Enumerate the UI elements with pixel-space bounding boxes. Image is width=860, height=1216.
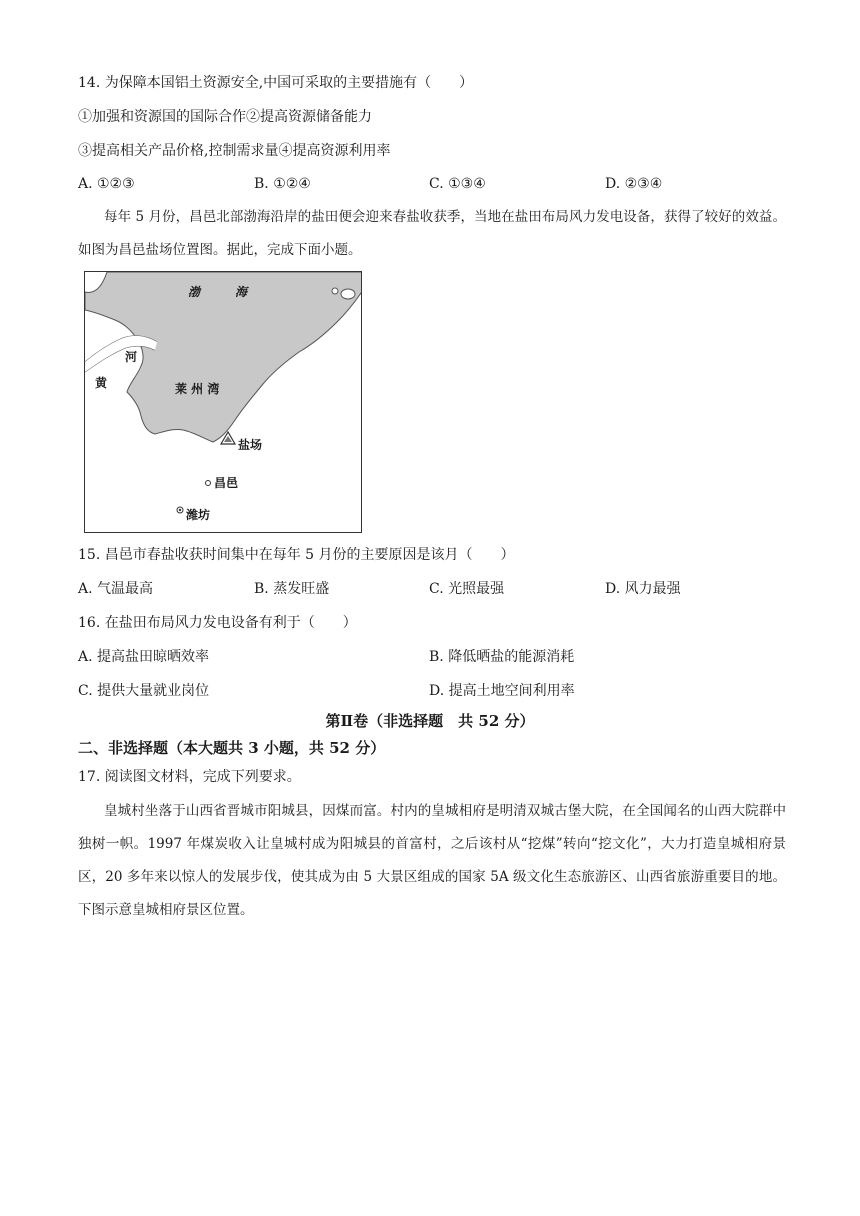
q16-stem: 16. 在盐田布局风力发电设备有利于（ ） xyxy=(78,615,357,631)
q14-statement-1-2: ①加强和资源国的国际合作②提高资源储备能力 xyxy=(78,109,372,125)
map-label-huang: 黄 xyxy=(95,376,108,390)
q15-option-d: D. 风力最强 xyxy=(605,581,681,597)
q17-material-text: 皇城村坐落于山西省晋城市阳城县，因煤而富。村内的皇城相府是明清双城古堡大院，在全国闻名的山西大院群中独树一帜。1997 年煤炭收入让皇城村成为阳城县的首富村，之后该村从“挖煤”转向“挖文化”，大力打造皇城相府景区，20 多年来以惊人的发展步伐，使其成为由 5 大景区组成的国家 5A 级文化生态旅游区、山西省旅游重要目的地。下图示意皇城相府景区位置。 xyxy=(78,803,786,918)
island-large xyxy=(341,289,355,299)
map-label-salt-field: 盐场 xyxy=(238,438,263,452)
island-small xyxy=(332,288,338,294)
q14-option-d: D. ②③④ xyxy=(605,176,663,192)
part-2-title: 二、非选择题（本大题共 3 小题，共 52 分） xyxy=(78,739,386,757)
q15-option-b: B. 蒸发旺盛 xyxy=(254,581,330,597)
map-label-changyi: 昌邑 xyxy=(214,476,239,490)
q14-option-b: B. ①②④ xyxy=(254,176,311,192)
volume-2-title: 第Ⅱ卷（非选择题 共 52 分） xyxy=(325,712,535,730)
map-label-he: 河 xyxy=(125,350,138,364)
q14-option-a: A. ①②③ xyxy=(78,176,135,192)
q17-stem: 17. 阅读图文材料，完成下列要求。 xyxy=(78,769,301,785)
map-label-hai: 海 xyxy=(235,285,248,299)
q15-option-a: A. 气温最高 xyxy=(78,581,154,597)
q15-stem: 15. 昌邑市春盐收获时间集中在每年 5 月份的主要原因是该月（ ） xyxy=(78,547,515,563)
map-label-laizhou-bay: 莱 州 湾 xyxy=(175,382,220,396)
q16-option-c: C. 提供大量就业岗位 xyxy=(78,683,210,699)
salt-field-intro: 每年 5 月份，昌邑北部渤海沿岸的盐田便会迎来春盐收获季，当地在盐田布局风力发电设备，获得了较好的效益。如图为昌邑盐场位置图。据此，完成下面小题。 xyxy=(78,209,786,258)
q15-option-c: C. 光照最强 xyxy=(429,581,505,597)
q16-option-d: D. 提高土地空间利用率 xyxy=(429,683,575,699)
q14-statement-3-4: ③提高相关产品价格,控制需求量④提高资源利用率 xyxy=(78,143,391,159)
changyi-salt-field-map xyxy=(84,271,362,533)
q16-option-b: B. 降低晒盐的能源消耗 xyxy=(429,649,575,665)
q14-stem: 14. 为保障本国铝土资源安全,中国可采取的主要措施有（ ） xyxy=(78,75,474,91)
map-drawing xyxy=(85,272,362,533)
map-label-weifang: 潍坊 xyxy=(186,508,211,522)
changyi-dot-icon xyxy=(206,481,211,486)
q16-option-a: A. 提高盐田晾晒效率 xyxy=(78,649,210,665)
q14-option-c: C. ①③④ xyxy=(429,176,486,192)
map-label-bo: 渤 xyxy=(188,285,201,299)
